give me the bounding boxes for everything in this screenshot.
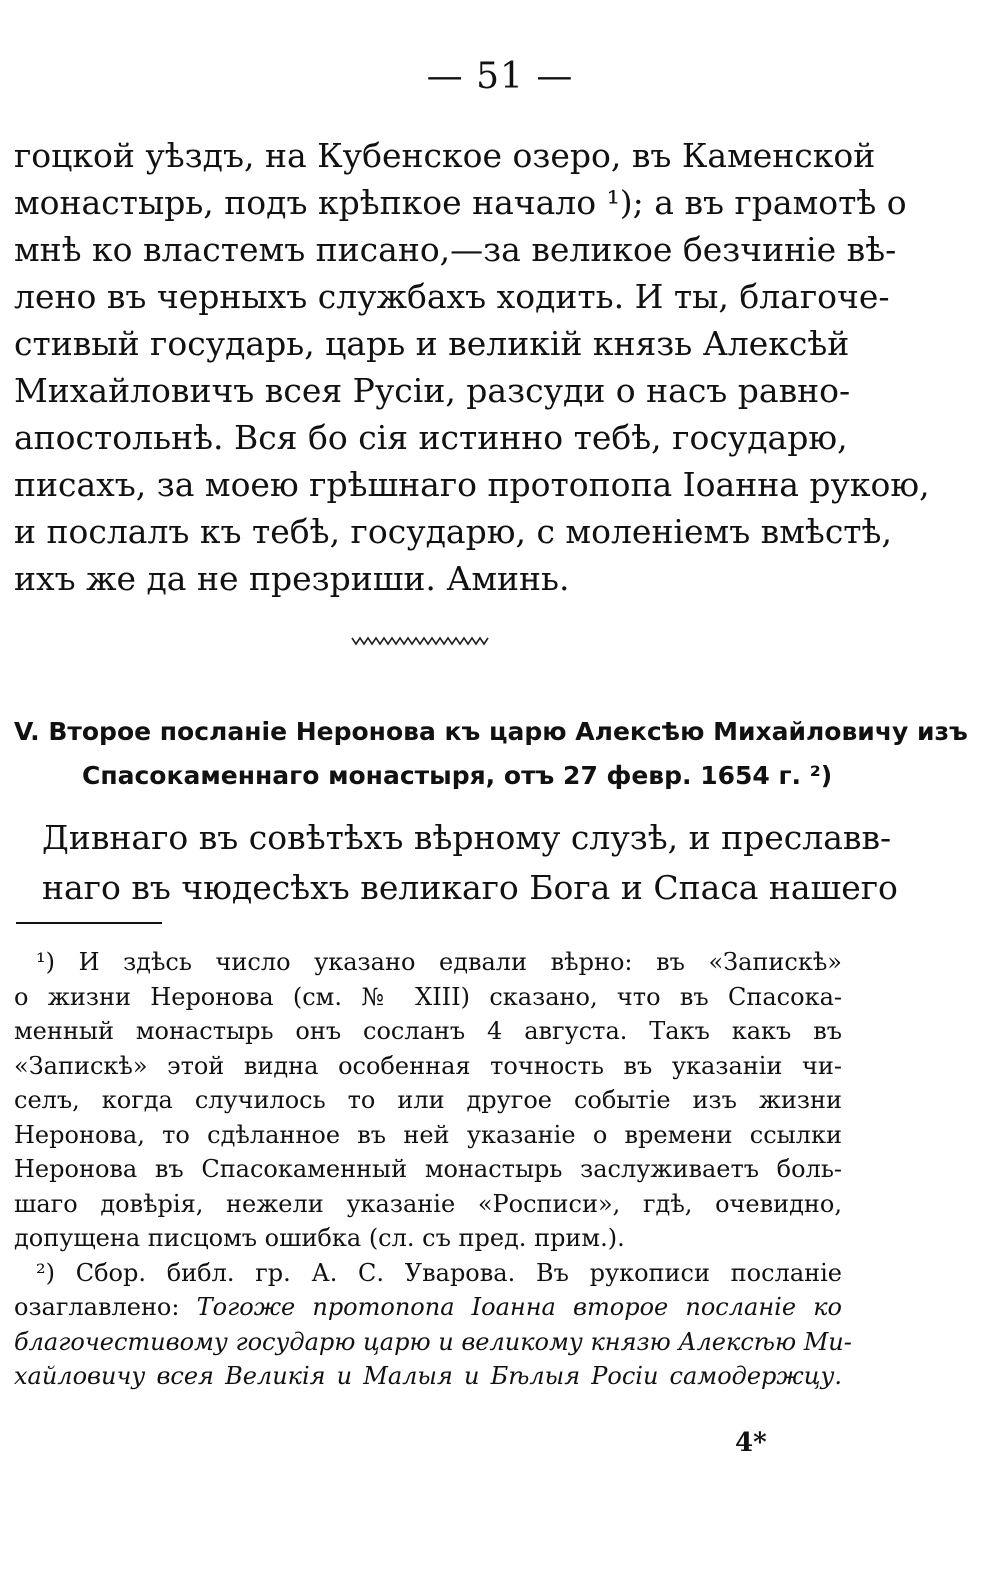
footnote-line: шаго довѣрія, нежели указаніе «Росписи», гдѣ, очевидно, [14, 1189, 842, 1218]
text-line: Михайловичъ всея Русіи, разсуди о насъ равно- [14, 371, 851, 410]
footnote-line: менный монастырь онъ сосланъ 4 августа. Такъ какъ въ [14, 1017, 842, 1045]
text-line: лено въ черныхъ службахъ ходить. И ты, благоче- [14, 277, 890, 316]
footnote-plain-text: озаглавлено: [14, 1293, 197, 1321]
text-line: апостольнѣ. Вся бо сія истинно тебѣ, государю, [14, 418, 848, 457]
letter-opening [42, 813, 898, 913]
footnote-line: благочестивому государю царю и великому князю Алексѣю Ми- [14, 1327, 852, 1356]
section-heading [14, 710, 968, 798]
footnote-line: хайловичу всея Великія и Малыя и Бѣлыя Росіи самодержцу. [14, 1362, 842, 1390]
printer-signature-mark: 4* [735, 1428, 767, 1458]
footnote-line: Неронова въ Спасокаменный монастырь заслуживаетъ боль- [14, 1155, 842, 1183]
footnote-line: ¹) И здѣсь число указано едвали вѣрно: въ «Запискѣ» [36, 948, 842, 976]
text-line: стивый государь, царь и великій князь Алексѣй [14, 324, 850, 363]
text-line: наго въ чюдесѣхъ великаго Бога и Спаса нашего [42, 868, 898, 907]
text-line: Дивнаго въ совѣтѣхъ вѣрному слузѣ, и преславв- [42, 818, 892, 857]
section-heading-line: Спасокаменнаго монастыря, отъ 27 февр. 1654 г. ²) [82, 761, 833, 790]
footnote-line: Неронова, то сдѣланное въ ней указаніе о времени ссылки [14, 1120, 842, 1149]
text-line: и послалъ къ тебѣ, государю, с моленіемъ вмѣстѣ, [14, 512, 892, 551]
footnote-line: о жизни Неронова (см. № XIII) сказано, что въ Спасока- [14, 982, 842, 1011]
text-line: мнѣ ко властемъ писано,—за великое безчиніе вѣ- [14, 230, 897, 269]
section-divider-ornament [350, 632, 490, 652]
page-number: — 51 — [426, 56, 574, 97]
text-line: ихъ же да не презриши. Аминь. [14, 559, 570, 598]
footnote-line: «Запискѣ» этой видна особенная точность въ указаніи чи- [14, 1051, 842, 1080]
footnote-line: ²) Сбор. библ. гр. А. С. Уварова. Въ рукописи посланіе [36, 1258, 842, 1287]
text-line: писахъ, за моею грѣшнаго протопопа Іоанна рукою, [14, 465, 930, 504]
main-text [14, 132, 930, 602]
footnote-italic-text: Тогожe протопопа Іоанна второе посланіе ко [196, 1293, 842, 1321]
section-heading-line: V. Второе посланіе Неронова къ царю Алексѣю Михайловичу изъ [14, 717, 968, 746]
text-line: гоцкой уѣздъ, на Кубенское озеро, въ Каменской [14, 136, 876, 175]
footnote-line: допущена писцомъ ошибка (сл. съ пред. прим.). [14, 1224, 625, 1252]
footnote-line: селъ, когда случилось то или другое событіе изъ жизни [14, 1086, 842, 1114]
footnotes [14, 945, 852, 1394]
text-line: монастырь, подъ крѣпкое начало ¹); а въ грамотѣ о [14, 183, 907, 222]
footnote-line [14, 1290, 842, 1325]
footnote-1 [14, 945, 842, 1256]
footnote-2 [14, 1256, 852, 1394]
footnote-separator [16, 922, 162, 924]
